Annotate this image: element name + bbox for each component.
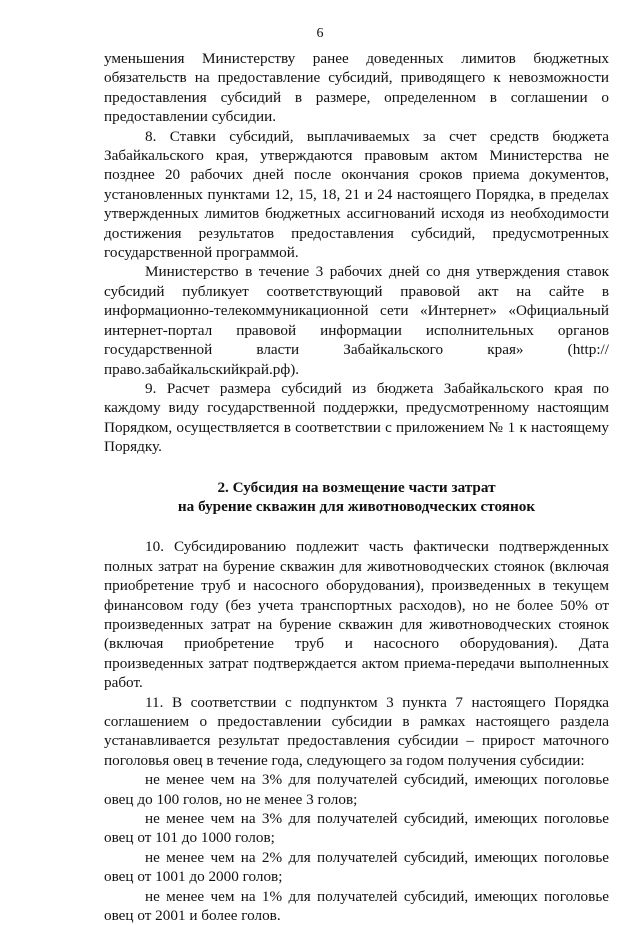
paragraph-item-9: 9. Расчет размера субсидий из бюджета Забайкальского края по каждому виду государственной поддержки, предусмотренному настоящим Порядком, осуществляется в соответствии с приложением № 1 к настоящему Порядку. [104, 379, 609, 456]
section-heading-line-2: на бурение скважин для животноводческих стоянок [177, 497, 536, 515]
document-body [104, 49, 609, 925]
paragraph-item-10: 10. Субсидированию подлежит часть фактически подтвержденных полных затрат на бурение скважин для животноводческих стоянок (включая приобретение труб и насосного оборудования), произведенных в текущем финансовом году (без учета транспортных расходов), но не более 50% от произведенных затрат на бурение скважин для животноводческих стоянок (включая приобретение труб и насосного оборудования). Дата произведенных затрат подтверждается актом приема-передачи выполненных работ. [104, 538, 609, 692]
paragraph-limits-continuation: уменьшения Министерству ранее доведенных лимитов бюджетных обязательств на предоставление субсидий, приводящего к невозможности предоставления субсидий в размере, определенном в соглашении о предоставлении субсидии. [104, 50, 609, 126]
paragraph-item-8: 8. Ставки субсидий, выплачиваемых за счет средств бюджета Забайкальского края, утверждаются правовым актом Министерства не позднее 20 рабочих дней после окончания сроков приема документов, установленных пунктами 12, 15, 18, 21 и 24 настоящего Порядка, в пределах утвержденных лимитов бюджетных ассигнований исходя из необходимости достижения результатов предоставления субсидий, предусмотренных государственной программой. [104, 127, 609, 262]
list-item-result-4: не менее чем на 1% для получателей субсидий, имеющих поголовье овец от 2001 и более голов. [104, 887, 609, 925]
paragraph-publication: Министерство в течение 3 рабочих дней со дня утверждения ставок субсидий публикует соответствующий правовой акт на сайте в информационно-телекоммуникационной сети «Интернет» «Официальный интернет-портал правовой информации исполнительных органов государственной власти Забайкальского края» (http://право.забайкальскийкрай.рф). [104, 263, 609, 378]
section-heading-line-1: 2. Субсидия на возмещение части затрат [217, 478, 496, 496]
paragraph-item-11: 11. В соответствии с подпунктом 3 пункта 7 настоящего Порядка соглашением о предоставлении субсидии в рамках настоящего раздела устанавливается результат предоставления субсидии – прирост маточного поголовья овец в течение года, следующего за годом получения субсидии: [104, 693, 609, 769]
list-item-result-2: не менее чем на 3% для получателей субсидий, имеющих поголовье овец от 101 до 1000 голов; [104, 810, 609, 847]
list-item-result-3: не менее чем на 2% для получателей субсидий, имеющих поголовье овец от 1001 до 2000 голов; [104, 848, 609, 886]
section-heading [104, 478, 609, 517]
page-number: 6 [316, 26, 324, 41]
list-item-result-1: не менее чем на 3% для получателей субсидий, имеющих поголовье овец до 100 голов, но не менее 3 голов; [104, 771, 609, 808]
